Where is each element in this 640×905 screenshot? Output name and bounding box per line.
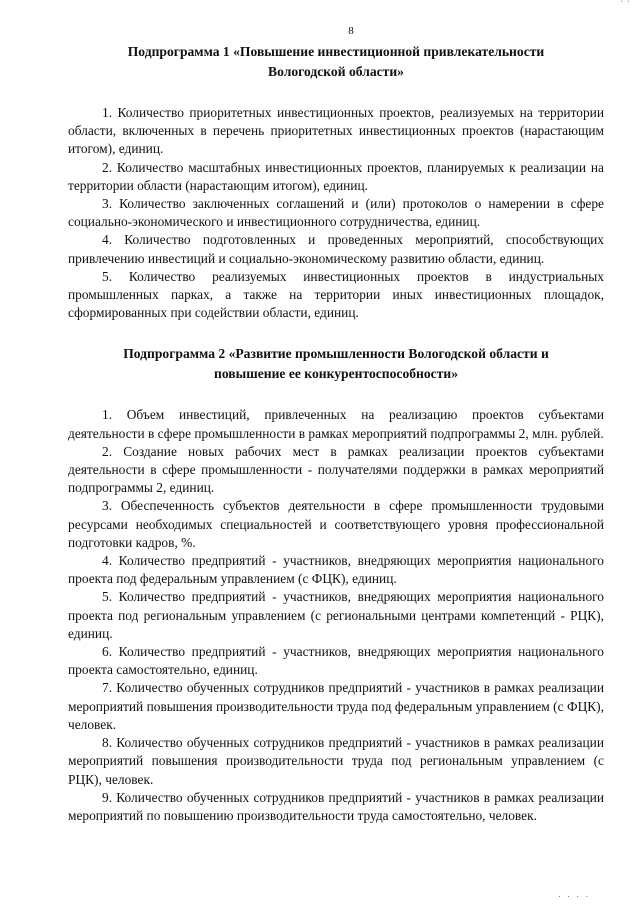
- section-1-item: 5. Количество реализуемых инвестиционных проектов в индустриальных промышленных парках, а также на территории иных инвестиционных площадок, сформированных при содействии области, единиц.: [68, 268, 604, 321]
- section-2-items: [68, 406, 604, 825]
- section-1-item: 4. Количество подготовленных и проведенных мероприятий, способствующих привлечению инвестиций и социально-экономическому развитию области, единиц.: [68, 232, 604, 266]
- section-1-items: [68, 104, 604, 322]
- section-2-heading: [68, 344, 604, 384]
- section-1-title-line-1: Подпрограмма 1 «Повышение инвестиционной привлекательности: [127, 44, 545, 59]
- page-number: 8: [348, 25, 354, 37]
- section-2-item: 2. Создание новых рабочих мест в рамках реализации проектов субъектами деятельности в сфере промышленности - получателями поддержки в рамках мероприятий подпрограммы 2, единиц.: [68, 443, 604, 496]
- section-1-title-line-2: Вологодской области»: [268, 64, 404, 79]
- section-2-item: 4. Количество предприятий - участников, внедряющих мероприятия национального проекта под федеральным управлением (с ФЦК), единиц.: [68, 553, 604, 587]
- section-2-item: 7. Количество обученных сотрудников предприятий - участников в рамках реализации мероприятий повышения производительности труда под федеральным управлением (с ФЦК), человек.: [68, 680, 604, 732]
- section-2-item: 1. Объем инвестиций, привлеченных на реализацию проектов субъектами деятельности в сфере промышленности в рамках мероприятий подпрограммы 2, млн. рублей.: [68, 407, 604, 441]
- section-2-item: 8. Количество обученных сотрудников предприятий - участников в рамках реализации мероприятий повышения производительности труда под региональным управлением (с РЦК), человек.: [68, 735, 604, 787]
- section-2-item: 3. Обеспеченность субъектов деятельности в сфере промышленности трудовыми ресурсами необходимых специальностей и соответствующего уровня профессиональной подготовки кадров, %.: [68, 498, 604, 550]
- section-2-item: 6. Количество предприятий - участников, внедряющих мероприятия национального проекта самостоятельно, единиц.: [68, 644, 604, 678]
- corner-mark-top: ´ ´: [619, 0, 630, 9]
- section-2-title-line-2: повышение ее конкурентоспособности»: [213, 366, 459, 382]
- section-2-item: 9. Количество обученных сотрудников предприятий - участников в рамках реализации мероприятий по повышению производительности труда самостоятельно, человек.: [68, 789, 604, 823]
- section-1-item: 3. Количество заключенных соглашений и (или) протоколов о намерении в сфере социально-экономического и инвестиционного сотрудничества, единиц.: [68, 196, 604, 230]
- section-1-heading: [68, 42, 604, 82]
- section-1-item: 1. Количество приоритетных инвестиционных проектов, реализуемых на территории области, включенных в перечень приоритетных инвестиционных проектов (нарастающим итогом), единиц.: [68, 105, 604, 157]
- section-2-title-line-1: Подпрограмма 2 «Развитие промышленности Вологодской области и: [123, 346, 549, 362]
- section-2-item: 5. Количество предприятий - участников, внедряющих мероприятия национального проекта под региональным управлением (с региональными центрами компетенций - РЦК), единиц.: [68, 589, 604, 641]
- section-1-item: 2. Количество масштабных инвестиционных проектов, планируемых к реализации на территории области (нарастающим итогом), единиц.: [68, 159, 604, 193]
- corner-mark-bottom: . . . .: [558, 890, 590, 899]
